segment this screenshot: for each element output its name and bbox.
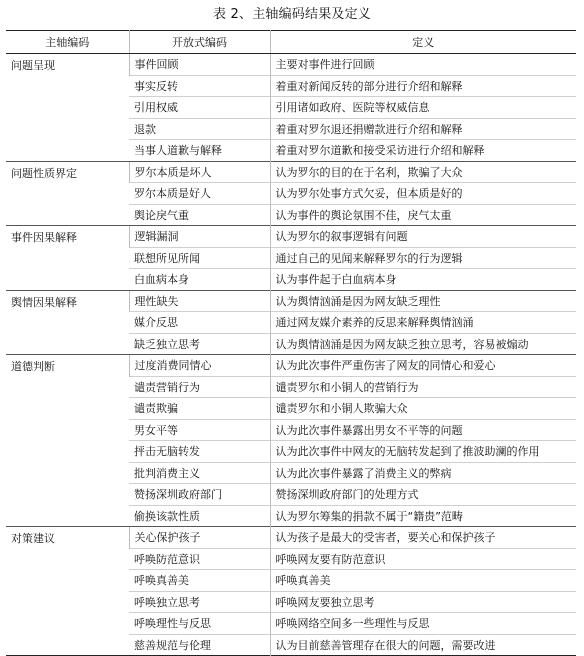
open-code-cell: 舆论戾气重 [129, 204, 270, 226]
open-code-cell: 谴责营销行为 [129, 376, 270, 398]
open-code-cell: 罗尔本质是坏人 [129, 161, 270, 183]
open-code-cell: 白血病本身 [129, 269, 270, 291]
table-row [6, 290, 576, 312]
axial-category-cell: 问题呈现 [11, 59, 55, 72]
table-row [6, 161, 576, 183]
definition-cell: 着重对罗尔道歉和接受采访进行介绍和解释 [270, 140, 576, 162]
open-code-cell: 男女平等 [129, 419, 270, 441]
open-code-cell: 呼唤真善美 [129, 570, 270, 592]
open-code-cell: 媒介反思 [129, 312, 270, 334]
table-caption: 表 2、主轴编码结果及定义 [212, 7, 371, 22]
definition-cell: 谴责罗尔和小铜人欺骗大众 [270, 398, 576, 420]
table-row [6, 355, 576, 377]
open-code-cell: 批判消费主义 [129, 462, 270, 484]
definition-cell: 通过自己的见闻来解释罗尔的行为逻辑 [270, 247, 576, 269]
definition-cell: 主要对事件进行回顾 [270, 54, 576, 76]
open-code-cell: 逻辑漏洞 [129, 226, 270, 248]
open-code-cell: 退款 [129, 118, 270, 140]
table-row [6, 54, 576, 76]
open-code-cell: 当事人道歉与解释 [129, 140, 270, 162]
open-code-cell: 事件回顾 [129, 54, 270, 76]
open-code-cell: 偷换该款性质 [129, 505, 270, 527]
table-row [6, 527, 576, 549]
open-code-cell: 关心保护孩子 [129, 527, 270, 549]
axial-category-cell: 舆情因果解释 [6, 290, 129, 355]
definition-cell: 呼唤网友要有防范意识 [270, 548, 576, 570]
definition-cell: 认为此次事件暴露出男女不平等的问题 [270, 419, 576, 441]
open-code-cell: 抨击无脑转发 [129, 441, 270, 463]
definition-cell: 认为罗尔的目的在于名利，欺骗了大众 [270, 161, 576, 183]
definition-cell: 赞扬深圳政府部门的处理方式 [270, 484, 576, 506]
table-body [6, 54, 576, 656]
open-code-cell: 事实反转 [129, 75, 270, 97]
open-code-cell: 呼唤防范意识 [129, 548, 270, 570]
table-row [6, 226, 576, 248]
definition-cell: 通过网友媒介素养的反思来解释舆情汹涌 [270, 312, 576, 334]
open-code-cell: 呼唤独立思考 [129, 591, 270, 613]
definition-cell: 认为舆情汹涌是因为网友缺乏理性 [270, 290, 576, 312]
open-code-cell: 缺乏独立思考 [129, 333, 270, 355]
open-code-cell: 引用权威 [129, 97, 270, 119]
definition-cell: 认为舆情汹涌是因为网友缺乏独立思考，容易被煽动 [270, 333, 576, 355]
open-code-cell: 慈善规范与伦理 [129, 634, 270, 656]
axial-category-cell: 对策建议 [6, 527, 129, 656]
axial-category-cell: 事件因果解释 [6, 226, 129, 291]
header-open-code: 开放式编码 [129, 31, 270, 54]
header-row [6, 31, 576, 54]
coding-table [6, 30, 576, 656]
definition-cell: 认为罗尔处事方式欠妥，但本质是好的 [270, 183, 576, 205]
open-code-cell: 赞扬深圳政府部门 [129, 484, 270, 506]
definition-cell: 认为事件的舆论氛围不佳，戾气太重 [270, 204, 576, 226]
definition-cell: 谴责罗尔和小铜人的营销行为 [270, 376, 576, 398]
definition-cell: 认为此次事件严重伤害了网友的同情心和爱心 [270, 355, 576, 377]
definition-cell: 呼唤网友要独立思考 [270, 591, 576, 613]
definition-cell: 引用诸如政府、医院等权威信息 [270, 97, 576, 119]
axial-category-cell: 问题性质界定 [6, 161, 129, 226]
open-code-cell: 罗尔本质是好人 [129, 183, 270, 205]
definition-cell: 呼唤真善美 [270, 570, 576, 592]
definition-cell: 认为罗尔的叙事逻辑有问题 [270, 226, 576, 248]
header-axial-code: 主轴编码 [6, 31, 129, 54]
definition-cell: 认为事件起于白血病本身 [270, 269, 576, 291]
open-code-cell: 理性缺失 [129, 290, 270, 312]
definition-cell: 认为目前慈善管理存在很大的问题，需要改进 [270, 634, 576, 656]
open-code-cell: 联想所见所闻 [129, 247, 270, 269]
definition-cell: 着重对新闻反转的部分进行介绍和解释 [270, 75, 576, 97]
header-definition: 定义 [270, 31, 576, 54]
open-code-cell: 过度消费同情心 [129, 355, 270, 377]
open-code-cell: 呼唤理性与反思 [129, 613, 270, 635]
axial-category-cell: 道德判断 [6, 355, 129, 527]
definition-cell: 认为孩子是最大的受害者，要关心和保护孩子 [270, 527, 576, 549]
definition-cell: 着重对罗尔退还捐赠款进行介绍和解释 [270, 118, 576, 140]
open-code-cell: 谴责欺骗 [129, 398, 270, 420]
definition-cell: 认为此次事件中网友的无脑转发起到了推波助澜的作用 [270, 441, 576, 463]
definition-cell: 认为此次事件暴露了消费主义的弊病 [270, 462, 576, 484]
definition-cell: 认为罗尔筹集的捐款不属于“籍贵”范畴 [270, 505, 576, 527]
definition-cell: 呼唤网络空间多一些理性与反思 [270, 613, 576, 635]
